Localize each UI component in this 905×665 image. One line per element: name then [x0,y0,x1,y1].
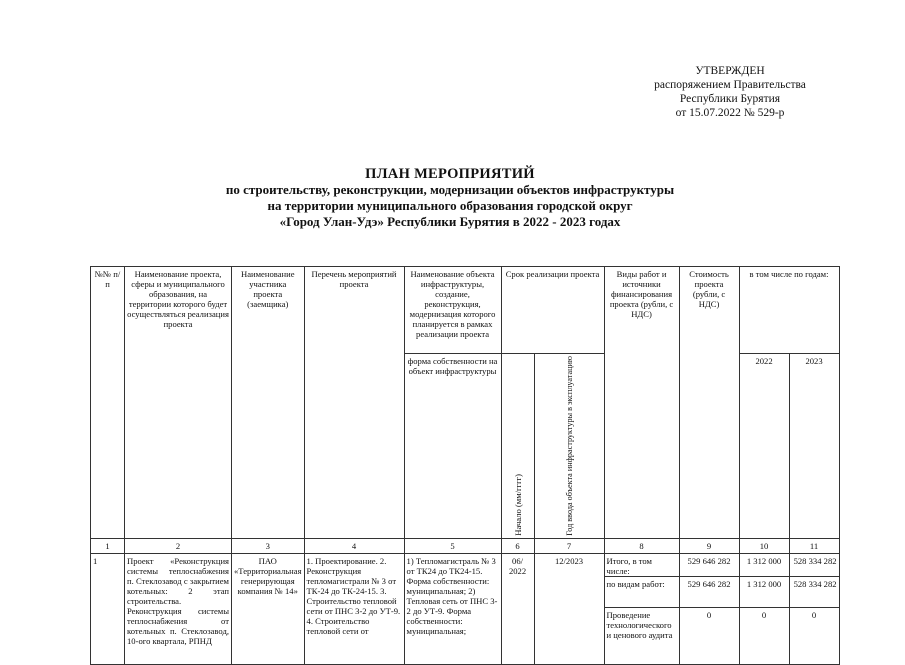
header-object: Наименование объекта инфраструктуры, создание, реконструкция, модернизация которого планируется в рамках реализации проекта [404,267,501,354]
approval-line-4: от 15.07.2022 № 529-р [675,107,785,119]
y2023-by-type: 528 334 282 [790,576,839,607]
header-row-1 [91,267,840,354]
col-number: 2 [125,538,232,553]
col-number: 7 [534,538,604,553]
header-measures: Перечень мероприятий проекта [304,267,404,539]
y2022-by-type: 1 312 000 [740,576,789,607]
header-cost: Стоимость проекта (рубли, с НДС) [679,267,739,539]
y2022-total: 1 312 000 [746,555,782,566]
row-objects: 1) Тепломагистраль № 3 от ТК24 до ТК24-15. Форма собственности: муниципальная; 2) Тепловая сеть от ПНС 3-2 до УТ-9. Форма собственности: муниципальная; [404,553,501,664]
approval-stamp [620,64,840,120]
document-title [150,166,750,230]
y2023-audit: 0 [790,607,839,622]
plan-table [90,266,840,665]
row-start: 06/ 2022 [501,553,534,664]
y2022-audit: 0 [740,607,789,622]
table-row [91,553,840,664]
header-num: №№ п/п [91,267,125,539]
col-number: 5 [404,538,501,553]
header-commission-label: Год ввода объекта инфраструктуры в эксплуатацию [564,356,574,536]
col-number: 3 [232,538,305,553]
cost-by-type: 529 646 282 [680,576,739,607]
row-cost [679,553,739,664]
col-number: 9 [679,538,739,553]
approval-line-1: УТВЕРЖДЕН [695,65,765,77]
title-line-2: по строительству, реконструкции, модернизации объектов инфраструктуры [225,182,675,197]
col-number: 1 [91,538,125,553]
header-2022: 2022 [739,354,789,539]
row-works [604,553,679,664]
row-project: Проект «Реконструкция системы теплоснабжения п. Стеклозавод с закрытием котельных: 2 этап строительства. Реконструкция системы теплоснабжения от котельных п. Стеклозавод, 10-ого квартала, РПНД [125,553,232,664]
header-start [501,354,534,539]
title-main: ПЛАН МЕРОПРИЯТИЙ [365,166,535,182]
cost-audit: 0 [680,607,739,622]
y2023-total: 528 334 282 [793,555,837,566]
col-number: 6 [501,538,534,553]
work-audit: Проведение технологического и ценового аудита [605,607,679,642]
header-participant: Наименование участника проекта (заемщика) [232,267,305,539]
col-number: 8 [604,538,679,553]
column-numbers-row [91,538,840,553]
work-total: Итого, в том числе: [606,555,653,576]
col-number: 10 [739,538,789,553]
col-number: 11 [789,538,839,553]
cost-total: 529 646 282 [687,555,731,566]
col-number: 4 [304,538,404,553]
approval-line-3: Республики Бурятия [679,93,781,105]
approval-line-2: распоряжением Правительства [654,79,806,91]
row-2022 [739,553,789,664]
header-start-label: Начало (мм/гггг) [512,474,523,536]
row-num: 1 [91,553,125,664]
header-project: Наименование проекта, сферы и муниципального образования, на территории которого будет осуществляться реализация проекта [125,267,232,539]
header-ownership: форма собственности на объект инфраструктуры [404,354,501,539]
header-term: Срок реализации проекта [501,267,604,354]
row-end: 12/2023 [534,553,604,664]
title-line-3: на территории муниципального образования городской округ [267,198,633,213]
header-works: Виды работ и источники финансирования проекта (рубли, с НДС) [604,267,679,539]
title-line-4: «Город Улан-Удэ» Республики Бурятия в 2022 - 2023 годах [279,214,621,229]
work-by-type: по видам работ: [605,576,679,607]
row-participant: ПАО «Территориальная генерирующая компания № 14» [232,553,305,664]
header-by-years: в том числе по годам: [739,267,839,354]
row-measures: 1. Проектирование. 2. Реконструкция тепломагистрали № 3 от ТК-24 до ТК-24-15. 3. Строительство тепловой сети от ПНС 3-2 до УТ-9. 4. Строительство тепловой сети от [304,553,404,664]
row-2023 [789,553,839,664]
header-2023: 2023 [789,354,839,539]
header-commission [534,354,604,539]
